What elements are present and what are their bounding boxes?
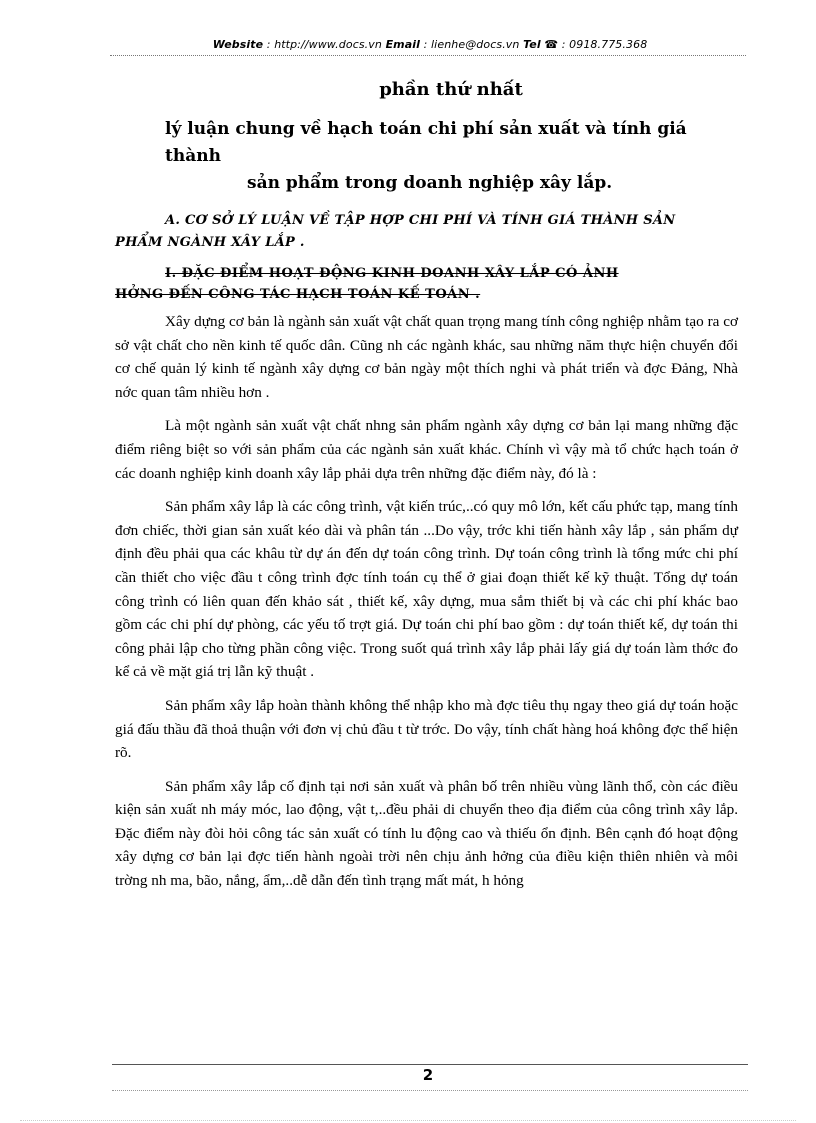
paragraph: Sản phẩm xây lắp cố định tại nơi sản xuất và phân bố trên nhiều vùng lãnh thổ, còn các điều kiện sản xuất nh máy móc, lao động, vật t,..đều phải di chuyển theo địa điểm của công trình xây lắp. Đặc điểm này đòi hỏi công tác sản xuất có tính lu động cao và thiếu ổn định. Bên cạnh đó hoạt động xây dựng cơ bản lại đợc tiến hành ngoài trời nên chịu ảnh hởng của điều kiện thiên nhiên và môi trờng nh ma, bão, nắng, ẩm,..dễ dẫn đến tình trạng mất mát, h hỏng bbox=[115, 777, 738, 890]
paragraph: Là một ngành sản xuất vật chất nhng sản phẩm ngành xây dựng cơ bản lại mang những đặc điểm riêng biệt so với sản phẩm của các ngành sản xuất khác. Chính vì vậy mà tổ chức hạch toán ở các doanh nghiệp kinh doanh xây lắp phải dựa trên những đặc điểm này, đó là : bbox=[115, 417, 738, 482]
website-value[interactable]: : http://www.docs.vn bbox=[263, 38, 386, 51]
section-a-line-1: A. CƠ SỞ LÝ LUẬN VỀ TẬP HỢP CHI PHÍ VÀ TÍNH GIÁ THÀNH SẢN bbox=[165, 213, 676, 228]
phone-icon: ☎ bbox=[544, 38, 559, 51]
chapter-title-line-1: lý luận chung về hạch toán chi phí sản xuất và tính giá thành bbox=[165, 119, 687, 166]
paragraph: Sản phẩm xây lắp hoàn thành không thể nhập kho mà đợc tiêu thụ ngay theo giá dự toán hoặc giá đấu thầu đã thoả thuận với đơn vị chủ đầu t từ trớc. Do vậy, tính chất hàng hoá không đợc thể hiện rõ. bbox=[115, 696, 738, 762]
tel-value: : 0918.775.368 bbox=[558, 38, 648, 51]
page-header bbox=[110, 38, 750, 51]
page-bottom-border bbox=[20, 1120, 796, 1121]
tel-label: Tel bbox=[523, 38, 541, 51]
chapter-title-line-2: sản phẩm trong doanh nghiệp xây lắp. bbox=[247, 173, 613, 193]
email-label: Email bbox=[385, 38, 421, 51]
part-title: phần thứ nhất bbox=[379, 79, 523, 100]
website-label: Website bbox=[212, 38, 264, 51]
paragraph: Xây dựng cơ bản là ngành sản xuất vật chất quan trọng mang tính công nghiệp nhằm tạo ra cơ sở vật chất cho nền kinh tế quốc dân. Cũng nh các ngành khác, sau những năm thực hiện chuyển đổi cơ chế quản lý kinh tế ngành xây dựng cơ bản ngày một thích nghi và phát triển và đợc Đảng, Nhà nớc quan tâm nhiều hơn . bbox=[115, 313, 738, 401]
section-i-heading bbox=[115, 263, 745, 305]
section-i-line-2: HỞNG ĐẾN CÔNG TÁC HẠCH TOÁN KẾ TOÁN . bbox=[115, 287, 481, 302]
section-a-line-2: PHẨM NGÀNH XÂY LẮP . bbox=[115, 235, 305, 250]
section-a-heading bbox=[115, 210, 745, 254]
footer-divider bbox=[112, 1064, 748, 1065]
email-value[interactable]: : lienhe@docs.vn bbox=[420, 38, 524, 51]
header-divider bbox=[110, 55, 746, 56]
chapter-title bbox=[165, 116, 745, 197]
section-i-line-1: I. ĐẶC ĐIỂM HOẠT ĐỘNG KINH DOANH XÂY LẮP CÓ ẢNH bbox=[165, 266, 619, 281]
paragraph: Sản phẩm xây lắp là các công trình, vật kiến trúc,..có quy mô lớn, kết cấu phức tạp, mang tính đơn chiếc, thời gian sản xuất kéo dài và phân tán ...Do vậy, trớc khi tiến hành xây lắp , sản phẩm dự định đều phải qua các khâu từ dự án đến dự toán công trình. Dự toán công trình là tổng mức chi phí cần thiết cho việc đầu t công trình đợc tính toán cụ thể ở giai đoạn thiết kế kỹ thuật. Tổng dự toán công trình có liên quan đến khảo sát , thiết kế, xây dựng, mua sắm thiết bị và các chi phí khác bao gồm các chi phí dự phòng, các yếu tố trợt giá. Dự toán chi phí bao gồm : dự toán thiết kế, dự toán thi công phải lập cho từng phần công việc. Trong suốt quá trình xây lắp phải lấy giá dự toán làm thớc đo kể cả về mặt giá trị lẫn kỹ thuật . bbox=[115, 498, 738, 681]
footer-divider-dotted bbox=[112, 1090, 748, 1091]
page-number: 2 bbox=[422, 1066, 434, 1084]
body-text bbox=[115, 310, 738, 903]
